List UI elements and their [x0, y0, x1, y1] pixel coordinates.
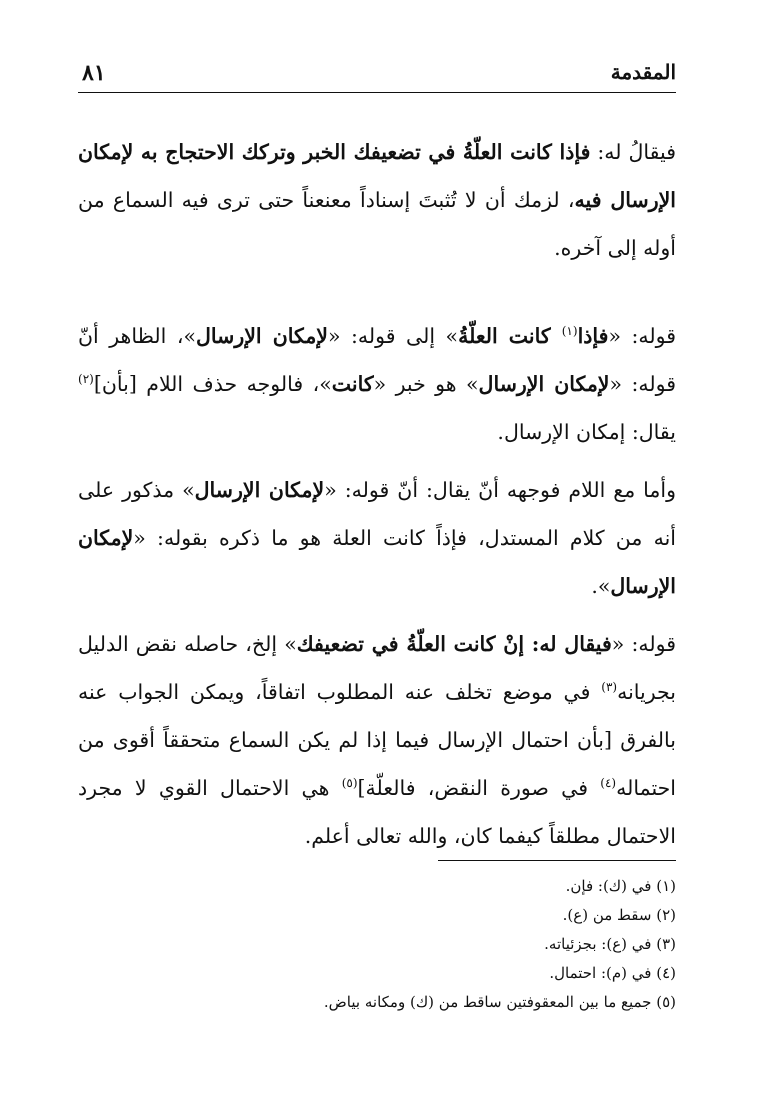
text-run: » مذكور على أنه من كلام المستدل، فإذاً كانت العلة هو ما ذكره بقوله: « [78, 478, 676, 550]
footnote: (٣) في (ع): بجزئياته. [544, 935, 676, 953]
text-run: » إلخ، حاصله نقض الدليل بجريانه [78, 632, 676, 704]
paragraph [78, 620, 676, 860]
text-run: لإمكان الإرسال [194, 478, 325, 502]
running-title: المقدمة [610, 60, 676, 84]
footnote: (١) في (ك): فإن. [565, 877, 676, 895]
text-run: كانت [331, 372, 374, 396]
text-run: فيقالُ له: [590, 140, 676, 164]
footnote-separator [438, 860, 676, 861]
main-text [78, 128, 676, 860]
paragraph [78, 312, 676, 456]
footnote-marker: (١) [561, 324, 578, 339]
text-run: قوله: « [608, 324, 676, 348]
text-run: »، فالوجه حذف اللام [بأن] [93, 372, 332, 396]
text-run: في موضع تخلف عنه المطلوب اتفاقاً، ويمكن الجواب عنه بالفرق [بأن احتمال الإرسال فيما إذا لم يكن السماع متحققاً أقوى من احتماله [78, 680, 676, 800]
page-header [78, 58, 676, 93]
footnotes [180, 872, 676, 1017]
footnote: (٥) جميع ما بين المعقوفتين ساقط من (ك) ومكانه بياض. [323, 993, 676, 1011]
text-run: فإذا كانت العلّةُ في تضعيفك الخبر وتركك الاحتجاج به لإمكان الإرسال فيه [78, 140, 676, 212]
text-run: كانت العلّةُ [458, 324, 562, 348]
text-run: »، الظاهر أنّ قوله: « [78, 324, 676, 396]
footnote-marker: (٢) [78, 372, 94, 387]
text-run: لإمكان الإرسال [478, 372, 610, 396]
text-run: » هو خبر « [373, 372, 479, 396]
text-run: قوله: « [611, 632, 676, 656]
footnote: (٤) في (م): احتمال. [549, 964, 676, 982]
paragraph [78, 466, 676, 610]
text-run: فإذا [577, 324, 609, 348]
text-run: ». [591, 574, 611, 598]
text-run: ، لزمك أن لا تُثبتَ إسناداً معنعناً حتى ترى فيه السماع من أوله إلى آخره. [78, 188, 676, 260]
footnote-marker: (٣) [601, 680, 618, 695]
footnote: (٢) سقط من (ع). [562, 906, 676, 924]
text-run: وأما مع اللام فوجهه أنّ يقال: أنّ قوله: « [324, 478, 676, 502]
page-number: ٨١ [82, 60, 106, 86]
text-run: هي الاحتمال القوي لا مجرد الاحتمال مطلقاً كيفما كان، والله تعالى أعلم. [78, 776, 676, 848]
text-run: فيقال له: إنْ كانت العلّةُ في تضعيفك [296, 632, 612, 656]
text-run: » إلى قوله: « [328, 324, 459, 348]
paragraph [78, 128, 676, 272]
footnote-marker: (٤) [600, 776, 617, 791]
text-run: في صورة النقض، فالعلّة] [357, 776, 601, 800]
text-run: يقال: إمكان الإرسال. [497, 420, 676, 444]
footnote-marker: (٥) [341, 776, 358, 791]
text-run: لإمكان الإرسال [78, 526, 676, 598]
text-run: لإمكان الإرسال [196, 324, 328, 348]
